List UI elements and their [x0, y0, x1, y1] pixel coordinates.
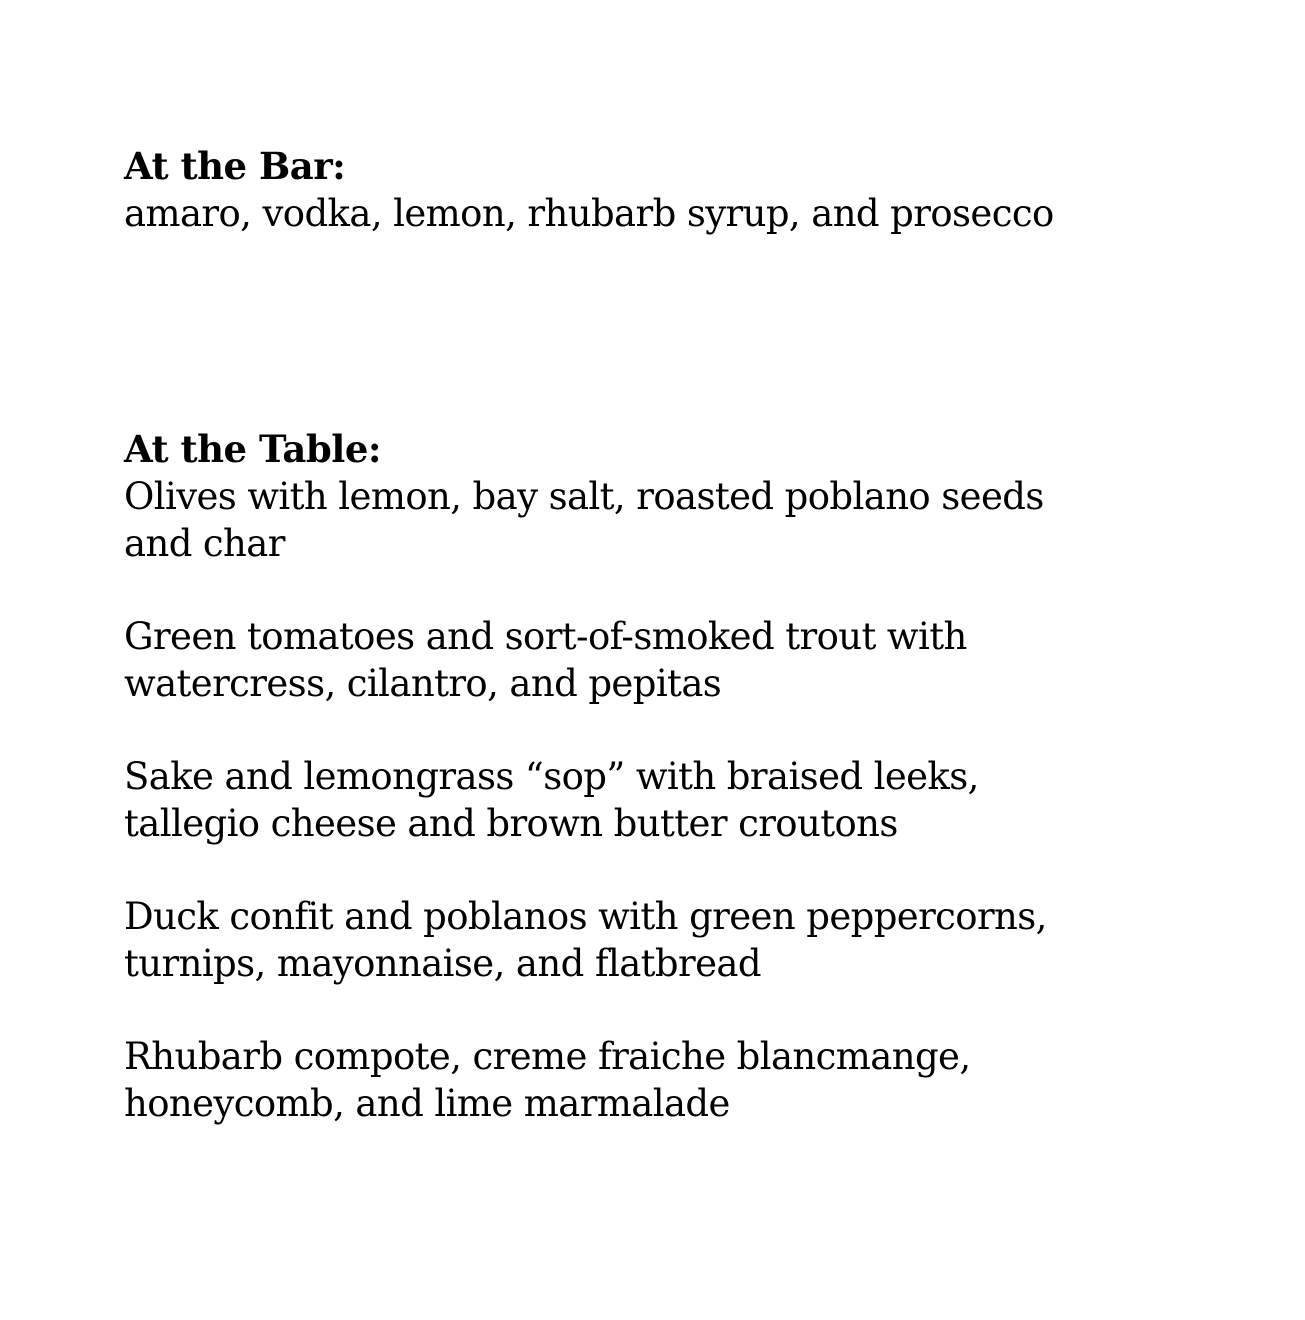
bar-heading: At the Bar:	[124, 144, 346, 188]
dish-line: Duck confit and poblanos with green peppercorns,	[124, 895, 1047, 938]
bar-description: amaro, vodka, lemon, rhubarb syrup, and prosecco	[124, 192, 1054, 235]
dish-rhubarb-compote	[124, 1033, 1234, 1127]
dish-line: Rhubarb compote, creme fraiche blancmange,	[124, 1035, 971, 1078]
dish-duck-confit	[124, 893, 1234, 987]
dish-green-tomatoes	[124, 613, 1234, 707]
dish-line: watercress, cilantro, and pepitas	[124, 662, 722, 705]
dish-sake-sop	[124, 753, 1234, 847]
dish-line: honeycomb, and lime marmalade	[124, 1082, 730, 1125]
table-section	[124, 425, 1234, 1127]
dish-line: Green tomatoes and sort-of-smoked trout with	[124, 615, 967, 658]
table-heading: At the Table:	[124, 427, 382, 471]
dish-line: turnips, mayonnaise, and flatbread	[124, 942, 761, 985]
dish-line: Sake and lemongrass “sop” with braised leeks,	[124, 755, 979, 798]
dish-line: and char	[124, 522, 285, 565]
dish-olives	[124, 473, 1234, 567]
menu-document	[124, 142, 1234, 1127]
dish-line: tallegio cheese and brown butter croutons	[124, 802, 898, 845]
dish-line: Olives with lemon, bay salt, roasted poblano seeds	[124, 475, 1044, 518]
bar-section	[124, 142, 1234, 237]
